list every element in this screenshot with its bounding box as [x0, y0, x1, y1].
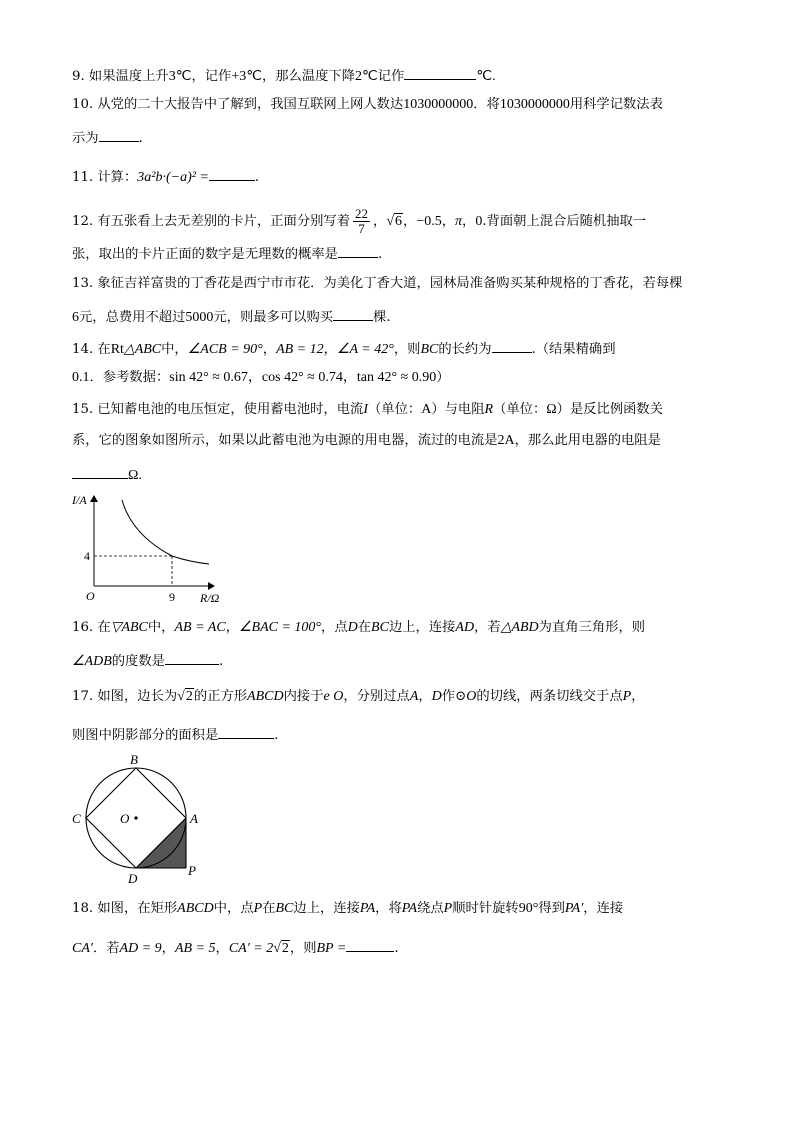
q9-text-4: 记作 [377, 69, 405, 84]
q12-answer-blank[interactable] [338, 244, 378, 258]
q15-number: 15. [72, 402, 94, 417]
q15-text-5: ）是反比例函数关 [556, 402, 664, 417]
q9-text: 如果温度上升 [88, 69, 169, 84]
q9-value-down: 2℃ [355, 69, 378, 84]
q18-pa-2: PA [401, 901, 418, 916]
question-16 [72, 620, 645, 636]
q18-text-4: 边上，连接 [293, 901, 360, 916]
q18-text-3: 在 [262, 901, 276, 916]
q11-text: 计算： [97, 170, 138, 185]
q18-text-7: 顺时针旋转 [452, 901, 519, 916]
label-p: P [188, 863, 196, 878]
q10-answer-blank[interactable] [99, 128, 139, 142]
q14-number: 14. [72, 342, 94, 357]
q16-triangle: ▽ABC [110, 620, 148, 635]
question-18 [72, 901, 623, 917]
q16-cond-1: AB = AC [174, 620, 226, 635]
q17-center-o: O [466, 689, 477, 704]
q15-answer-blank[interactable] [72, 465, 128, 479]
q10-text-3: 用科学记数法表 [569, 97, 663, 112]
q12-sep-4: ， [462, 214, 476, 229]
question-17-line-2 [72, 725, 279, 744]
q14-precision: 0.1 [72, 370, 90, 385]
q13-text: 象征吉祥富贵的丁香花是西宁市市花．为美化丁香大道，园林局准备购买某种规格的丁香花，若每棵 [97, 276, 683, 291]
q17-sqrt-value: 2 [185, 689, 193, 704]
q13-number: 13. [72, 276, 94, 291]
origin-label: O [86, 589, 95, 603]
q11-number: 11. [72, 170, 94, 185]
q18-angle: 90° [518, 901, 539, 916]
q15-text-2: （单位： [368, 402, 422, 417]
q14-text-2: 中， [161, 342, 188, 357]
q16-end: . [218, 654, 224, 669]
question-9 [72, 66, 496, 85]
q16-bc: BC [371, 620, 389, 635]
q13-price: 6 [72, 310, 79, 325]
question-13-line-2 [72, 307, 391, 326]
q17-text: 如图，边长为 [97, 689, 178, 704]
q14-text-3: ，则 [393, 342, 421, 357]
question-10-line-2 [72, 128, 143, 147]
question-15 [72, 402, 663, 418]
sqrt-icon: √ [177, 689, 185, 704]
question-10 [72, 97, 663, 113]
q10-text-4: 示为 [72, 131, 99, 146]
q14-data-tan: ，tan 42° ≈ 0.90 [342, 370, 437, 385]
q18-text-8: 得到 [538, 901, 565, 916]
q18-cond-3: CA′ = 2 [228, 941, 274, 956]
q18-text: 如图，在矩形 [97, 901, 178, 916]
q12-sep: ， [373, 214, 387, 229]
q17-text-3: 内接于 [283, 689, 324, 704]
q9-unit: ℃. [476, 69, 496, 84]
q14-data-cos: ，cos 42° ≈ 0.74 [247, 370, 343, 385]
q18-pa: PA [359, 901, 376, 916]
q9-value-record: +3℃ [231, 69, 262, 84]
q18-cond-2: AB = 5 [174, 941, 216, 956]
question-14 [72, 339, 616, 358]
q18-ca-prime: CA′ [72, 941, 93, 956]
q14-cond-3: ∠A = 42° [336, 342, 394, 357]
q15-unit-ohm: Ω [546, 402, 557, 417]
q17-text-6: 的切线，两条切线交于点 [476, 689, 623, 704]
q12-text: 有五张看上去无差别的卡片，正面分别写着 [97, 214, 351, 229]
q13-budget: 5000 [185, 310, 214, 325]
q18-bc: BC [275, 901, 294, 916]
q16-text-7: 为直角三角形，则 [538, 620, 646, 635]
q14-data-sin: sin 42° ≈ 0.67 [169, 370, 248, 385]
q10-number: 10. [72, 97, 94, 112]
q16-text-8: 的度数是 [111, 654, 165, 669]
q16-cond-2: ∠BAC = 100° [238, 620, 322, 635]
q10-text: 从党的二十大报告中了解到，我国互联网上网人数达 [97, 97, 404, 112]
q17-text-4: ，分别过点 [343, 689, 410, 704]
q17-sqrt [177, 688, 194, 704]
q15-text-4: （单位： [493, 402, 547, 417]
q14-text-4: 的长约为 [438, 342, 492, 357]
q11-answer-blank[interactable] [209, 167, 255, 181]
x-axis-label: R/Ω [200, 591, 220, 605]
q18-rect: ABCD [177, 901, 214, 916]
q15-current-value: 2A [497, 433, 515, 448]
question-16-line-2 [72, 651, 223, 670]
q13-end: 棵. [373, 310, 391, 325]
q14-text-7: ） [436, 370, 450, 385]
q12-text-2: .背面朝上混合后随机抽取一 [482, 214, 647, 229]
q12-value-5: 0 [475, 214, 483, 229]
inverse-function-graph [70, 490, 230, 608]
q15-resistance-symbol: R [484, 402, 494, 417]
q9-number: 9. [72, 69, 85, 84]
q13-answer-blank[interactable] [333, 307, 373, 321]
q10-text-2: ．将 [473, 97, 500, 112]
q17-text-7: ， [631, 689, 645, 704]
q16-ad: AD [455, 620, 475, 635]
q13-text-2: 元，总费用不超过 [79, 310, 186, 325]
q18-sqrt-value: 2 [281, 941, 289, 956]
q18-text-6: 绕点 [417, 901, 444, 916]
q9-answer-blank[interactable] [404, 66, 476, 80]
q18-end: . [394, 941, 399, 956]
q17-number: 17. [72, 689, 94, 704]
q18-bp: BP = [316, 941, 347, 956]
q15-text-7: ，那么此用电器的电阻是 [514, 433, 661, 448]
label-o: O [120, 811, 130, 826]
q12-frac-denominator: 7 [358, 221, 365, 236]
q14-answer-blank[interactable] [492, 339, 532, 353]
q18-pa-prime: PA′ [564, 901, 584, 916]
q11-end: . [254, 170, 260, 185]
q12-fraction [353, 207, 370, 236]
q10-number-value-2: 1030000000 [499, 97, 570, 112]
q9-text-2: ，记作 [191, 69, 232, 84]
question-15-line-3 [72, 465, 142, 484]
question-12-line-2 [72, 244, 382, 263]
q15-text: 已知蓄电池的电压恒定，使用蓄电池时，电流 [97, 402, 364, 417]
q17-text-8: 则图中阴影部分的面积是 [72, 728, 219, 743]
q16-text-4: 在 [357, 620, 372, 635]
q18-sep-2: ， [215, 941, 229, 956]
q14-text-5: .（结果精确到 [531, 342, 616, 357]
q17-text-2: 的正方形 [193, 689, 248, 704]
q16-text-3: ，点 [321, 620, 348, 635]
q14-cond-2: AB = 12 [276, 342, 324, 357]
q16-number: 16. [72, 620, 94, 635]
q12-sqrt [386, 213, 403, 229]
q12-text-3: 张，取出的卡片正面的数字是无理数的概率是 [72, 247, 338, 262]
q12-sep-3: ， [441, 214, 456, 229]
q9-value-up: 3℃ [168, 69, 192, 84]
q12-value-3: −0.5 [416, 214, 442, 229]
y-axis-label: I/A [72, 493, 87, 507]
q10-number-value: 1030000000 [403, 97, 474, 112]
q14-triangle: △ABC [123, 342, 162, 357]
q17-end: . [274, 728, 279, 743]
inverse-curve [122, 500, 209, 564]
sqrt-icon: √ [386, 214, 395, 229]
q15-current-symbol: I [363, 402, 368, 417]
q18-point-p-2: P [443, 901, 453, 916]
circle-square-figure [70, 752, 210, 888]
question-17 [72, 689, 645, 705]
q11-expression: 3a²b·(−a)² = [137, 170, 209, 185]
q12-value-pi: π [455, 214, 463, 229]
q12-sqrt-value: 6 [395, 214, 403, 229]
q17-answer-blank[interactable] [218, 725, 274, 739]
q16-point-d: D [347, 620, 358, 635]
label-c: C [72, 811, 81, 826]
q15-text-3: ）与电阻 [431, 402, 485, 417]
q13-text-3: 元，则最多可以购买 [213, 310, 334, 325]
q18-text-2: 中，点 [213, 901, 254, 916]
q17-square: ABCD [247, 689, 284, 704]
q16-angle-adb: ∠ADB [72, 654, 112, 669]
q16-text: 在 [97, 620, 111, 635]
q16-text-5: 边上，连接 [388, 620, 456, 635]
q18-point-p: P [253, 901, 263, 916]
q18-answer-blank[interactable] [346, 938, 394, 952]
q12-end: . [377, 247, 383, 262]
q16-answer-blank[interactable] [165, 651, 219, 665]
q16-triangle-abd: △ABD [500, 620, 539, 635]
q17-point-p: P [622, 689, 632, 704]
q17-point-d: D [431, 689, 442, 704]
label-d: D [128, 871, 138, 886]
q14-text: 在 [97, 342, 111, 357]
x-tick-label: 9 [169, 590, 175, 604]
question-13 [72, 276, 682, 292]
center-dot [134, 816, 137, 819]
q10-end: . [138, 131, 143, 146]
q14-text-6: ．参考数据： [89, 370, 170, 385]
q14-rt: Rt [110, 342, 124, 357]
q14-sep-2: ， [323, 342, 337, 357]
q16-sep: ， [225, 620, 239, 635]
q17-text-5: 作⊙ [441, 689, 467, 704]
question-18-line-2 [72, 938, 399, 957]
q16-text-6: ，若 [474, 620, 501, 635]
q18-sqrt [273, 940, 290, 956]
q18-text-9: ，连接 [583, 901, 624, 916]
q17-point-a: A [409, 689, 419, 704]
q14-bc: BC [420, 342, 439, 357]
q14-sep: ， [262, 342, 277, 357]
sqrt-icon: √ [273, 941, 281, 956]
q17-sep: ， [418, 689, 432, 704]
q18-text-10: ．若 [92, 941, 120, 956]
q14-cond-1: ∠ACB = 90° [187, 342, 263, 357]
q18-sep: ， [161, 941, 175, 956]
q12-frac-numerator: 22 [355, 206, 369, 221]
q9-text-3: ，那么温度下降 [261, 69, 356, 84]
q15-unit-a: A [421, 402, 432, 417]
q15-text-6: 系，它的图象如图所示，如果以此蓄电池为电源的用电器，流过的电流是 [72, 433, 498, 448]
label-a: A [190, 811, 198, 826]
q12-sep-2: ， [403, 214, 417, 229]
question-14-line-2 [72, 370, 450, 386]
q18-text-5: ，将 [375, 901, 402, 916]
q12-number: 12. [72, 214, 94, 229]
question-12 [72, 207, 646, 236]
q16-text-2: 中， [147, 620, 175, 635]
question-15-line-2 [72, 433, 661, 449]
q18-text-11: ，则 [289, 941, 317, 956]
q18-cond-1: AD = 9 [119, 941, 162, 956]
q17-circle: e O [323, 689, 344, 704]
q15-unit-end: Ω. [128, 468, 142, 483]
q18-number: 18. [72, 901, 94, 916]
y-tick-label: 4 [84, 549, 90, 563]
label-b: B [130, 752, 138, 767]
question-11 [72, 167, 259, 186]
